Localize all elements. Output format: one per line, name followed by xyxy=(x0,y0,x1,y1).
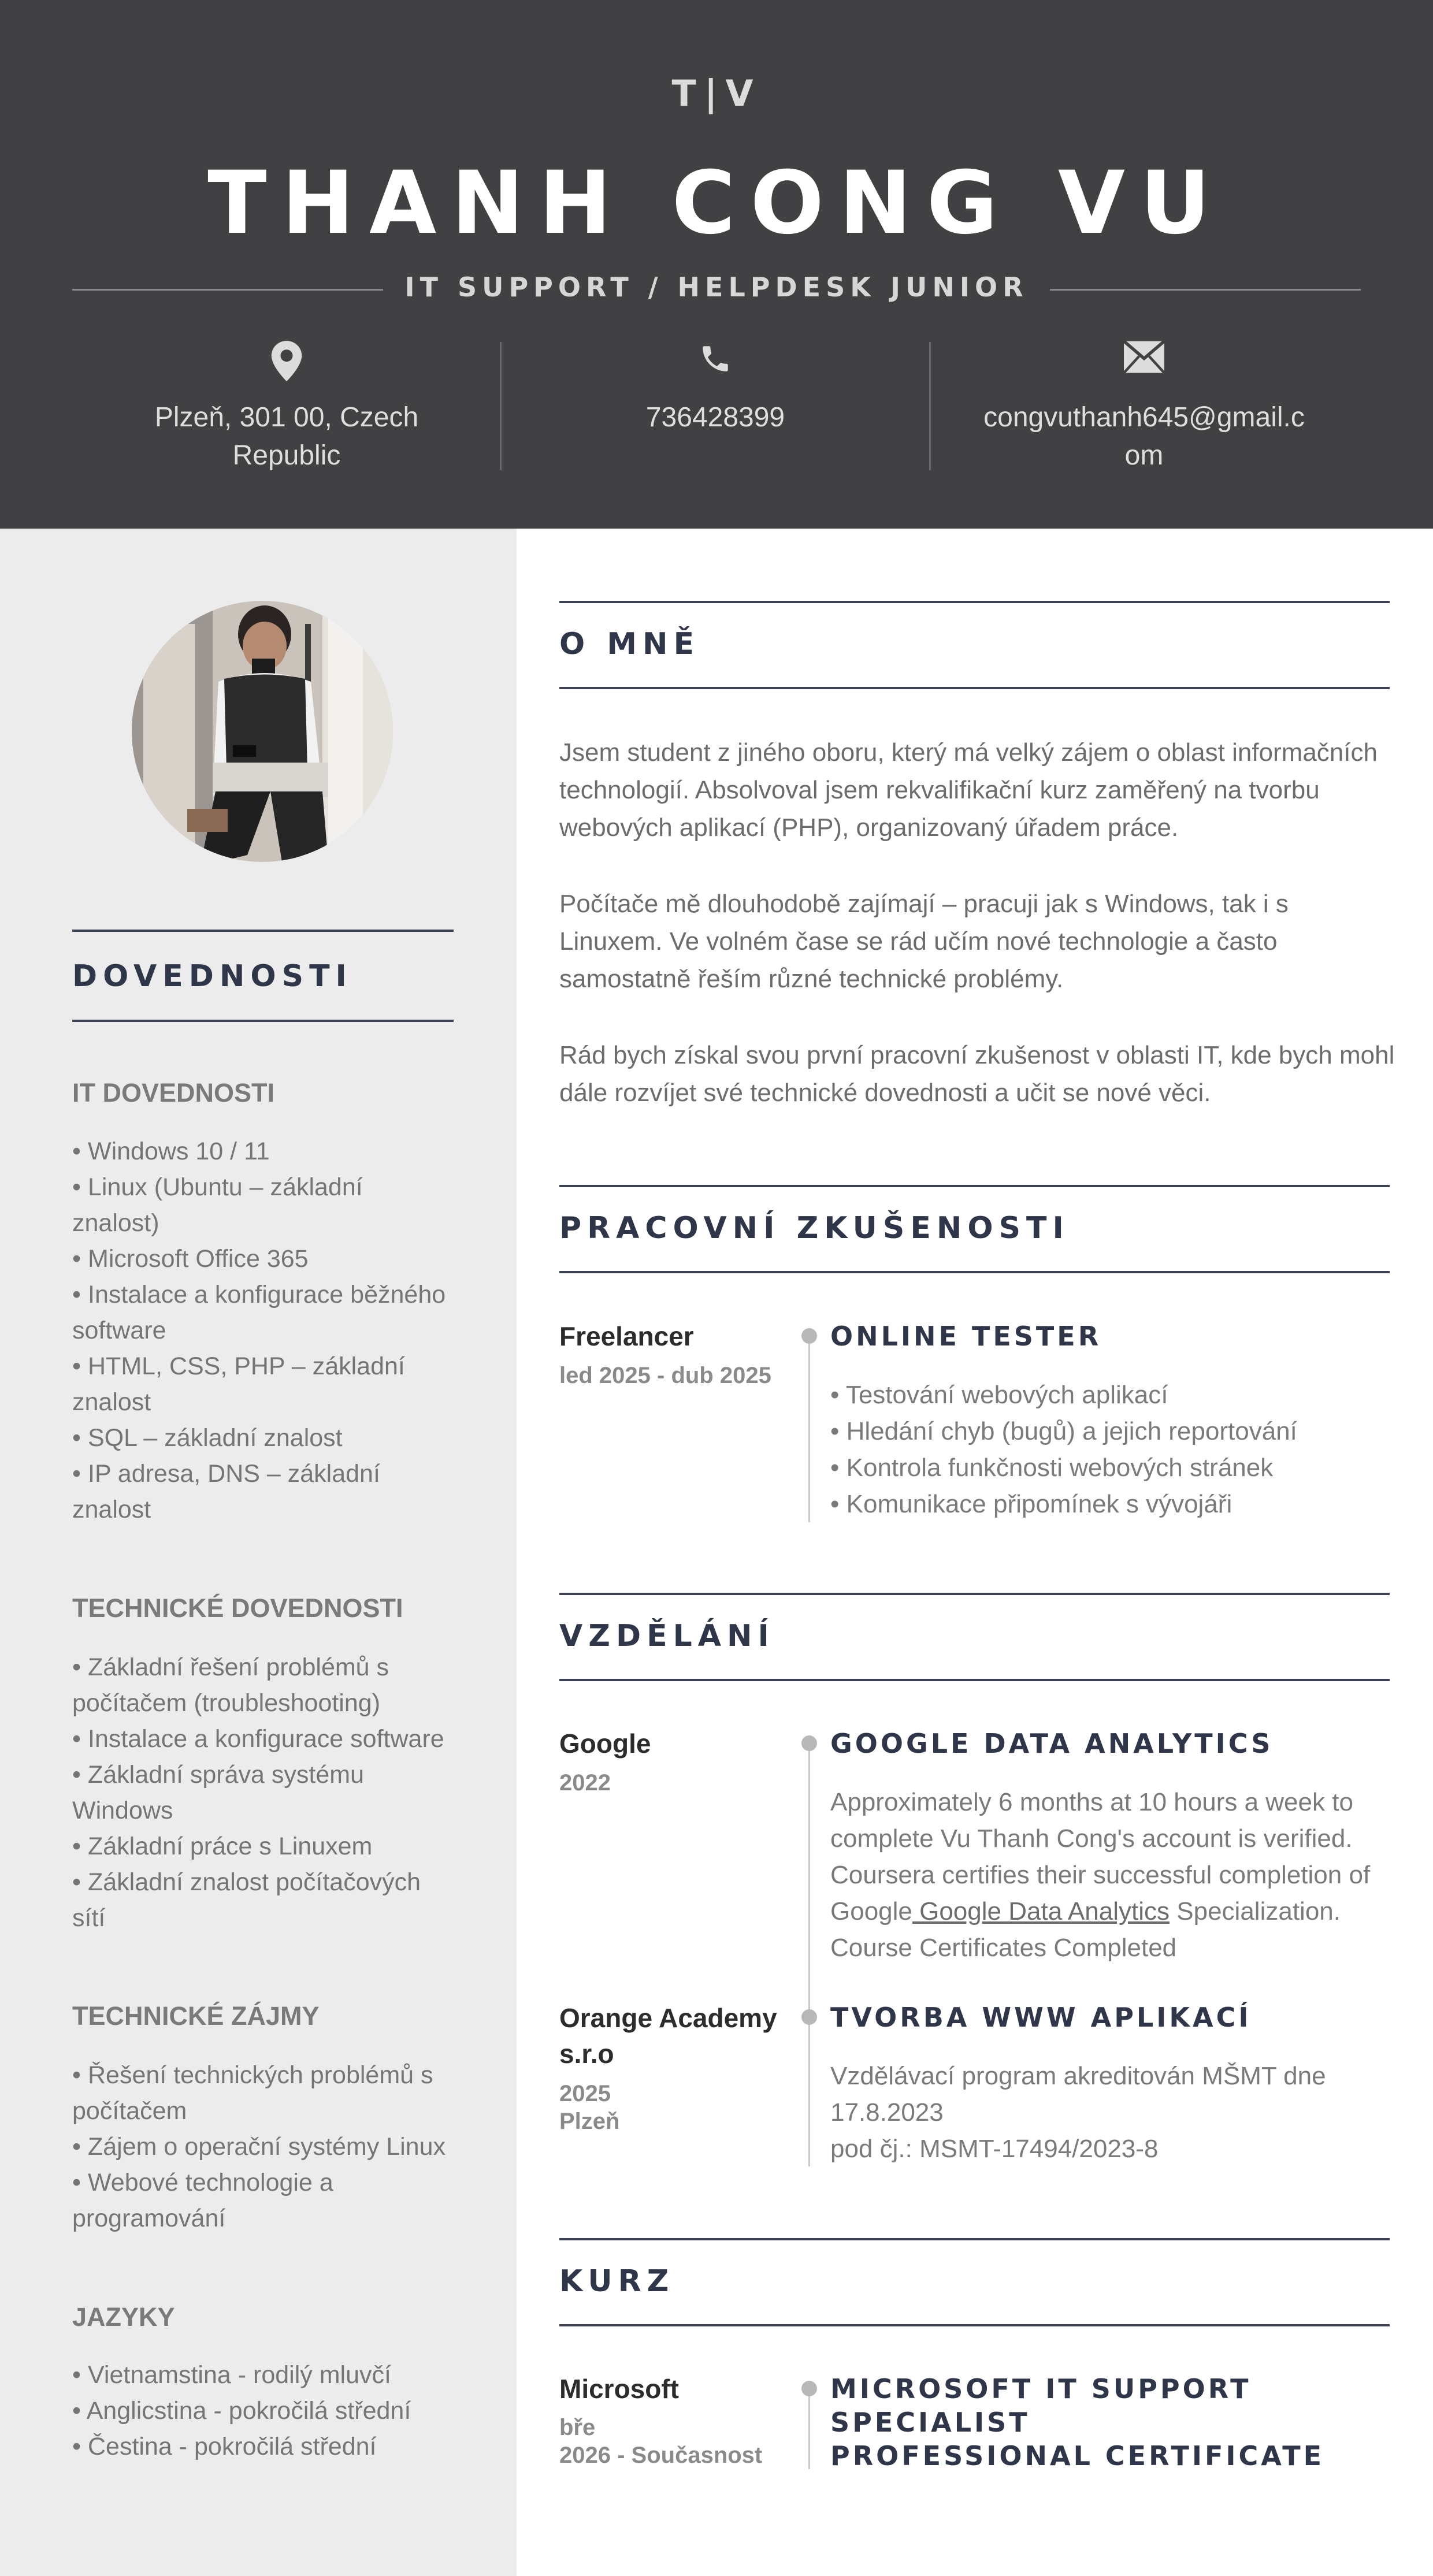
course-provider: Microsoft xyxy=(559,2374,679,2404)
list-item: znalost xyxy=(72,1388,151,1416)
section-rule xyxy=(559,1679,1390,1681)
text-line: Počítače mě dlouhodobě zajímají – pracuji jak s Windows, tak i s xyxy=(559,890,1289,918)
section-rule xyxy=(559,2324,1390,2326)
list-item: • Čestina - pokročilá střední xyxy=(72,2433,377,2460)
timeline-line xyxy=(808,2387,810,2469)
location-line-1: Plzeň, 301 00, Czech xyxy=(154,402,419,433)
list-item: • Testování webových aplikací xyxy=(830,1381,1168,1409)
list-item: sítí xyxy=(72,1904,106,1932)
role-divider-right xyxy=(1050,289,1361,291)
list-item: • Hledání chyb (bugů) a jejich reportování xyxy=(830,1417,1297,1445)
email-line-1[interactable]: congvuthanh645@gmail.c xyxy=(983,402,1305,433)
text-line: samostatně řeším různé technické problémy. xyxy=(559,965,1064,993)
list-item: • Microsoft Office 365 xyxy=(72,1245,309,1273)
list-item: • Linux (Ubuntu – základní xyxy=(72,1173,363,1201)
skills-list xyxy=(72,1133,459,1527)
job-role: ONLINE TESTER xyxy=(830,1321,1102,1352)
list-item: • Základní znalost počítačových xyxy=(72,1868,421,1896)
section-rule xyxy=(559,687,1390,689)
education-description xyxy=(830,2058,1397,2167)
education-institution: Google xyxy=(559,1729,651,1759)
text-line: Vzdělávací program akreditován MŠMT dne xyxy=(830,2062,1326,2090)
text-fragment: Specialization. xyxy=(1170,1897,1341,1926)
course-name xyxy=(830,2372,1397,2473)
phone-icon xyxy=(501,341,930,387)
contact-phone[interactable] xyxy=(501,341,930,437)
text-line: Jsem student z jiného oboru, který má velký zájem o oblast informačních xyxy=(559,738,1378,767)
about-title: O MNĚ xyxy=(559,627,700,661)
list-item: • Základní řešení problémů s xyxy=(72,1653,389,1681)
contact-email[interactable] xyxy=(930,341,1358,475)
text-line: pod čj.: MSMT-17494/2023-8 xyxy=(830,2135,1159,2163)
text-line: Plzeň xyxy=(559,2109,620,2134)
education-institution xyxy=(559,2000,790,2072)
text-line: 2026 - Současnost xyxy=(559,2443,763,2468)
timeline-line xyxy=(808,1335,810,1522)
text-line xyxy=(830,1893,1397,1930)
section-rule xyxy=(559,1271,1390,1273)
full-name: THANH CONG VU xyxy=(207,153,1226,254)
skills-list xyxy=(72,2057,459,2236)
list-item: počítačem xyxy=(72,2097,187,2125)
text-line: s.r.o xyxy=(559,2039,614,2069)
contact-location xyxy=(72,341,501,475)
list-item: • Instalace a konfigurace software xyxy=(72,1725,444,1753)
list-item: programování xyxy=(72,2205,226,2232)
phone-number[interactable]: 736428399 xyxy=(645,402,785,433)
employer: Freelancer xyxy=(559,1321,694,1351)
education-course: TVORBA WWW APLIKACÍ xyxy=(830,2002,1252,2033)
about-paragraph xyxy=(559,1036,1397,1112)
text-line: Course Certificates Completed xyxy=(830,1934,1177,1962)
text-line: technologií. Absolvoval jsem rekvalifikační kurz zaměřený na tvorbu xyxy=(559,776,1320,804)
text-line: MICROSOFT IT SUPPORT SPECIALIST xyxy=(830,2373,1252,2438)
education-date: 2022 xyxy=(559,1770,611,1796)
timeline-dot xyxy=(801,2381,817,2396)
experience-title: PRACOVNÍ ZKUŠENOSTI xyxy=(559,1211,1070,1246)
text-line: webových aplikací (PHP), organizovaný úřadem práce. xyxy=(559,813,1179,842)
location-line-2: Republic xyxy=(232,440,341,471)
list-item: • Řešení technických problémů s xyxy=(72,2061,433,2089)
employment-dates: led 2025 - dub 2025 xyxy=(559,1363,771,1388)
list-item: • Komunikace připomínek s vývojáři xyxy=(830,1490,1232,1518)
job-title: IT SUPPORT / HELPDESK JUNIOR xyxy=(404,272,1029,303)
location-pin-icon xyxy=(72,341,501,387)
education-description xyxy=(830,1784,1397,1966)
skills-group-title: TECHNICKÉ ZÁJMY xyxy=(72,2001,320,2031)
text-line: Approximately 6 months at 10 hours a week to xyxy=(830,1788,1353,1816)
certificate-link[interactable]: Google Data Analytics xyxy=(912,1897,1170,1926)
text-line: PROFESSIONAL CERTIFICATE xyxy=(830,2440,1325,2471)
list-item: • Zájem o operační systémy Linux xyxy=(72,2133,446,2161)
skills-group-title: JAZYKY xyxy=(72,2302,175,2332)
list-item: • Kontrola funkčnosti webových stránek xyxy=(830,1454,1274,1482)
list-item: počítačem (troubleshooting) xyxy=(72,1689,381,1717)
role-divider-left xyxy=(72,289,383,291)
education-date xyxy=(559,2080,790,2135)
section-rule xyxy=(559,1593,1390,1595)
list-item: znalost) xyxy=(72,1209,159,1237)
text-line: bře xyxy=(559,2415,596,2440)
text-line: complete Vu Thanh Cong's account is verified. xyxy=(830,1824,1353,1853)
text-line: Coursera certifies their successful completion of xyxy=(830,1861,1371,1889)
text-line: Rád bych získal svou první pracovní zkušenost v oblasti IT, kde bych mohl xyxy=(559,1041,1395,1069)
text-line: dále rozvíjet své technické dovednosti a učit se nové věci. xyxy=(559,1079,1211,1107)
list-item: • SQL – základní znalost xyxy=(72,1424,343,1452)
text-line: Orange Academy xyxy=(559,2003,777,2033)
education-title: VZDĚLÁNÍ xyxy=(559,1619,775,1653)
timeline-dot xyxy=(801,1735,817,1751)
section-rule xyxy=(72,1020,454,1022)
text-line: 2025 xyxy=(559,2081,611,2106)
list-item: znalost xyxy=(72,1496,151,1523)
job-duties xyxy=(830,1377,1397,1522)
list-item: • Webové technologie a xyxy=(72,2169,333,2196)
section-rule xyxy=(559,2238,1390,2240)
list-item: • Instalace a konfigurace běžného xyxy=(72,1281,446,1309)
text-line: Linuxem. Ve volném čase se rád učím nové technologie a často xyxy=(559,927,1278,956)
section-rule xyxy=(559,1185,1390,1187)
text-fragment: Google xyxy=(830,1897,912,1926)
timeline-line xyxy=(808,1742,810,2166)
section-rule xyxy=(559,601,1390,603)
text-line: 17.8.2023 xyxy=(830,2098,944,2127)
skills-group-title: IT DOVEDNOSTI xyxy=(72,1078,275,1107)
list-item: • Vietnamstina - rodilý mluvčí xyxy=(72,2361,391,2389)
avatar xyxy=(132,601,393,862)
list-item: • Anglicstina - pokročilá střední xyxy=(72,2397,411,2425)
skills-list xyxy=(72,1649,459,1936)
header xyxy=(0,0,1433,529)
course-title: KURZ xyxy=(559,2264,675,2299)
languages-list xyxy=(72,2357,459,2465)
list-item: • HTML, CSS, PHP – základní xyxy=(72,1352,405,1380)
skills-group-title: TECHNICKÉ DOVEDNOSTI xyxy=(72,1593,403,1623)
course-dates xyxy=(559,2414,790,2469)
about-paragraph xyxy=(559,885,1397,998)
list-item: • Základní správa systému xyxy=(72,1761,364,1789)
email-line-2[interactable]: om xyxy=(1124,440,1164,471)
skills-title: DOVEDNOSTI xyxy=(72,959,352,994)
about-paragraph xyxy=(559,734,1397,846)
timeline-dot xyxy=(801,1328,817,1344)
envelope-icon xyxy=(930,341,1358,387)
education-course: GOOGLE DATA ANALYTICS xyxy=(830,1728,1274,1759)
section-rule xyxy=(72,930,454,932)
list-item: software xyxy=(72,1317,166,1344)
timeline-dot xyxy=(801,2009,817,2025)
list-item: • Základní práce s Linuxem xyxy=(72,1832,373,1860)
list-item: • IP adresa, DNS – základní xyxy=(72,1460,380,1488)
list-item: • Windows 10 / 11 xyxy=(72,1138,270,1165)
monogram: T|V xyxy=(671,72,762,114)
list-item: Windows xyxy=(72,1797,173,1824)
